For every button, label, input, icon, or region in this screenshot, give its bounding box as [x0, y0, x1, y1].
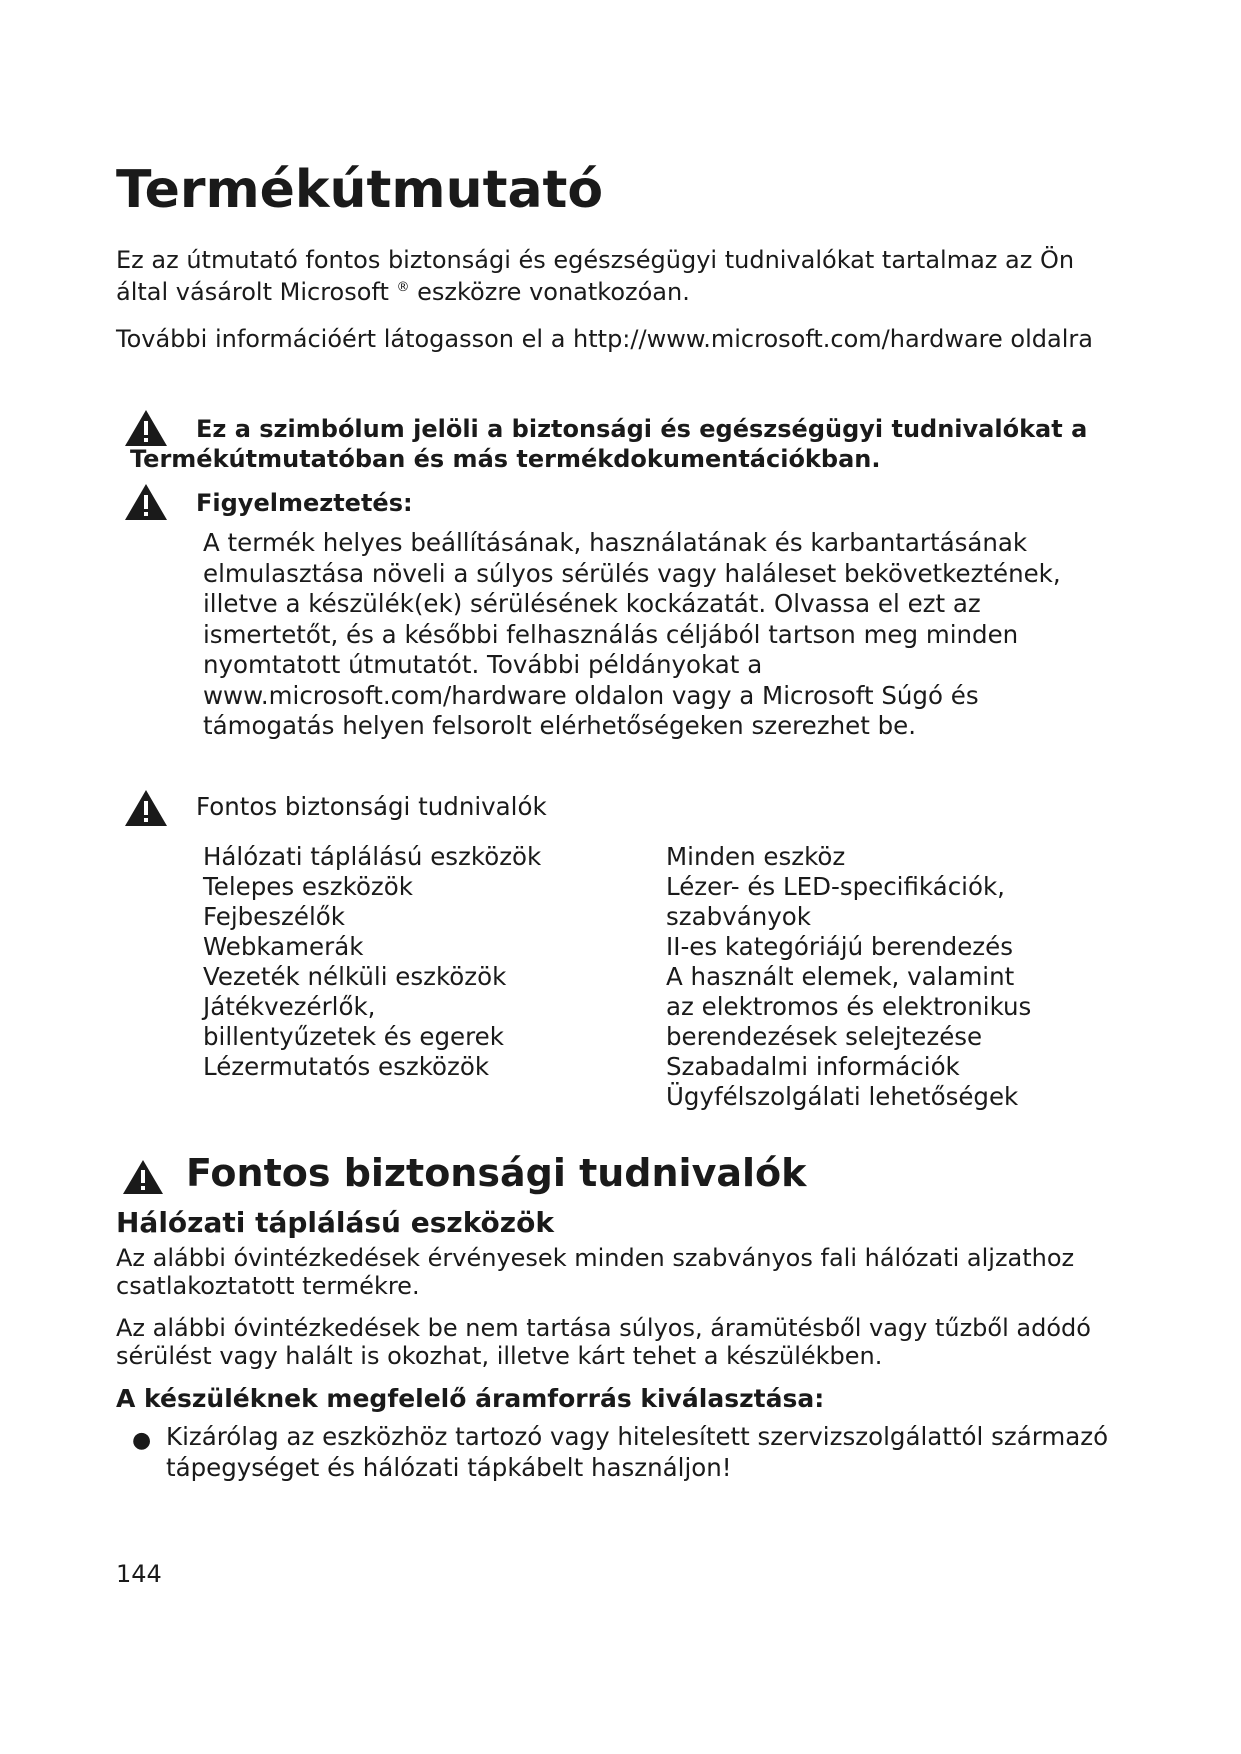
warning-text: A termék helyes beállításának, használatának és karbantartásának elmulasztása növeli a súlyos sérülés vagy haláleset bekövetkeztének, illetve a készülék(ek) sérülésének kockázatát. Olvassa el ezt az ismertetőt, és a későbbi felhasználás céljából tartson meg minden nyomtatott útmutatót. További példányokat a www.microsoft.com/hardware oldalon vagy a Microsoft Súgó és támogatás helyen felsorolt elérhetőségeken szerezhet be.: [203, 528, 1061, 740]
power-source-heading: A készüléknek megfelelő áramforrás kiválasztása:: [116, 1384, 825, 1413]
section-paragraph-2: Az alábbi óvintézkedések be nem tartása súlyos, áramütésből vagy tűzből adódó sérülést vagy halált is okozhat, illetve kárt tehet a készülékben.: [116, 1314, 1091, 1370]
warning-triangle-icon: [123, 482, 169, 522]
toc-item: szabványok: [666, 902, 811, 931]
toc-item: Fejbeszélők: [203, 902, 345, 931]
warning-heading: Figyelmeztetés:: [196, 489, 413, 517]
toc-heading: Fontos biztonsági tudnivalók: [196, 792, 547, 821]
page-number: 144: [116, 1560, 162, 1588]
registered-mark: ®: [396, 280, 410, 295]
toc-item: A használt elemek, valamint: [666, 962, 1015, 991]
toc-item: az elektromos és elektronikus: [666, 992, 1032, 1021]
warning-triangle-icon: [121, 1158, 165, 1196]
toc-item: Webkamerák: [203, 932, 364, 961]
bullet-marker: ●: [132, 1428, 152, 1453]
toc-left-column: [203, 842, 623, 1082]
toc-item: Lézermutatós eszközök: [203, 1052, 490, 1081]
toc-item: Vezeték nélküli eszközök: [203, 962, 507, 991]
intro-paragraph: [116, 246, 1116, 306]
intro-line-2a: által vásárolt Microsoft: [116, 278, 389, 306]
toc-item: Lézer- és LED-specifikációk,: [666, 872, 1005, 901]
toc-item: Játékvezérlők,: [203, 992, 376, 1021]
bullet-item: Kizárólag az eszközhöz tartozó vagy hitelesített szervizszolgálattól származó tápegységet és hálózati tápkábelt használjon!: [166, 1422, 1109, 1482]
page-title: Termékútmutató: [116, 160, 604, 220]
intro-line-1: Ez az útmutató fontos biztonsági és egészségügyi tudnivalókat tartalmaz az Ön: [116, 246, 1075, 274]
toc-item: Szabadalmi információk: [666, 1052, 960, 1081]
section-paragraph-1: Az alábbi óvintézkedések érvényesek minden szabványos fali hálózati aljzathoz csatlakoztatott termékre.: [116, 1244, 1075, 1300]
section-title: Fontos biztonsági tudnivalók: [186, 1151, 807, 1195]
toc-item: billentyűzetek és egerek: [203, 1022, 504, 1051]
intro-line-2b: eszközre vonatkozóan.: [417, 278, 690, 306]
toc-item: Hálózati táplálású eszközök: [203, 842, 542, 871]
warning-triangle-icon: [123, 788, 169, 828]
symbol-note: Ez a szimbólum jelöli a biztonsági és egészségügyi tudnivalókat a Termékútmutatóban és más termékdokumentációkban.: [130, 415, 1088, 473]
toc-item: II-es kategóriájú berendezés: [666, 932, 1014, 961]
toc-item: Minden eszköz: [666, 842, 846, 871]
subsection-title: Hálózati táplálású eszközök: [116, 1206, 554, 1239]
toc-item: Telepes eszközök: [203, 872, 413, 901]
toc-right-column: [666, 842, 1136, 1112]
toc-item: Ügyfélszolgálati lehetőségek: [666, 1082, 1019, 1111]
toc-item: berendezések selejtezése: [666, 1022, 983, 1051]
more-info-paragraph: További információért látogasson el a http://www.microsoft.com/hardware oldalra: [116, 325, 1093, 353]
